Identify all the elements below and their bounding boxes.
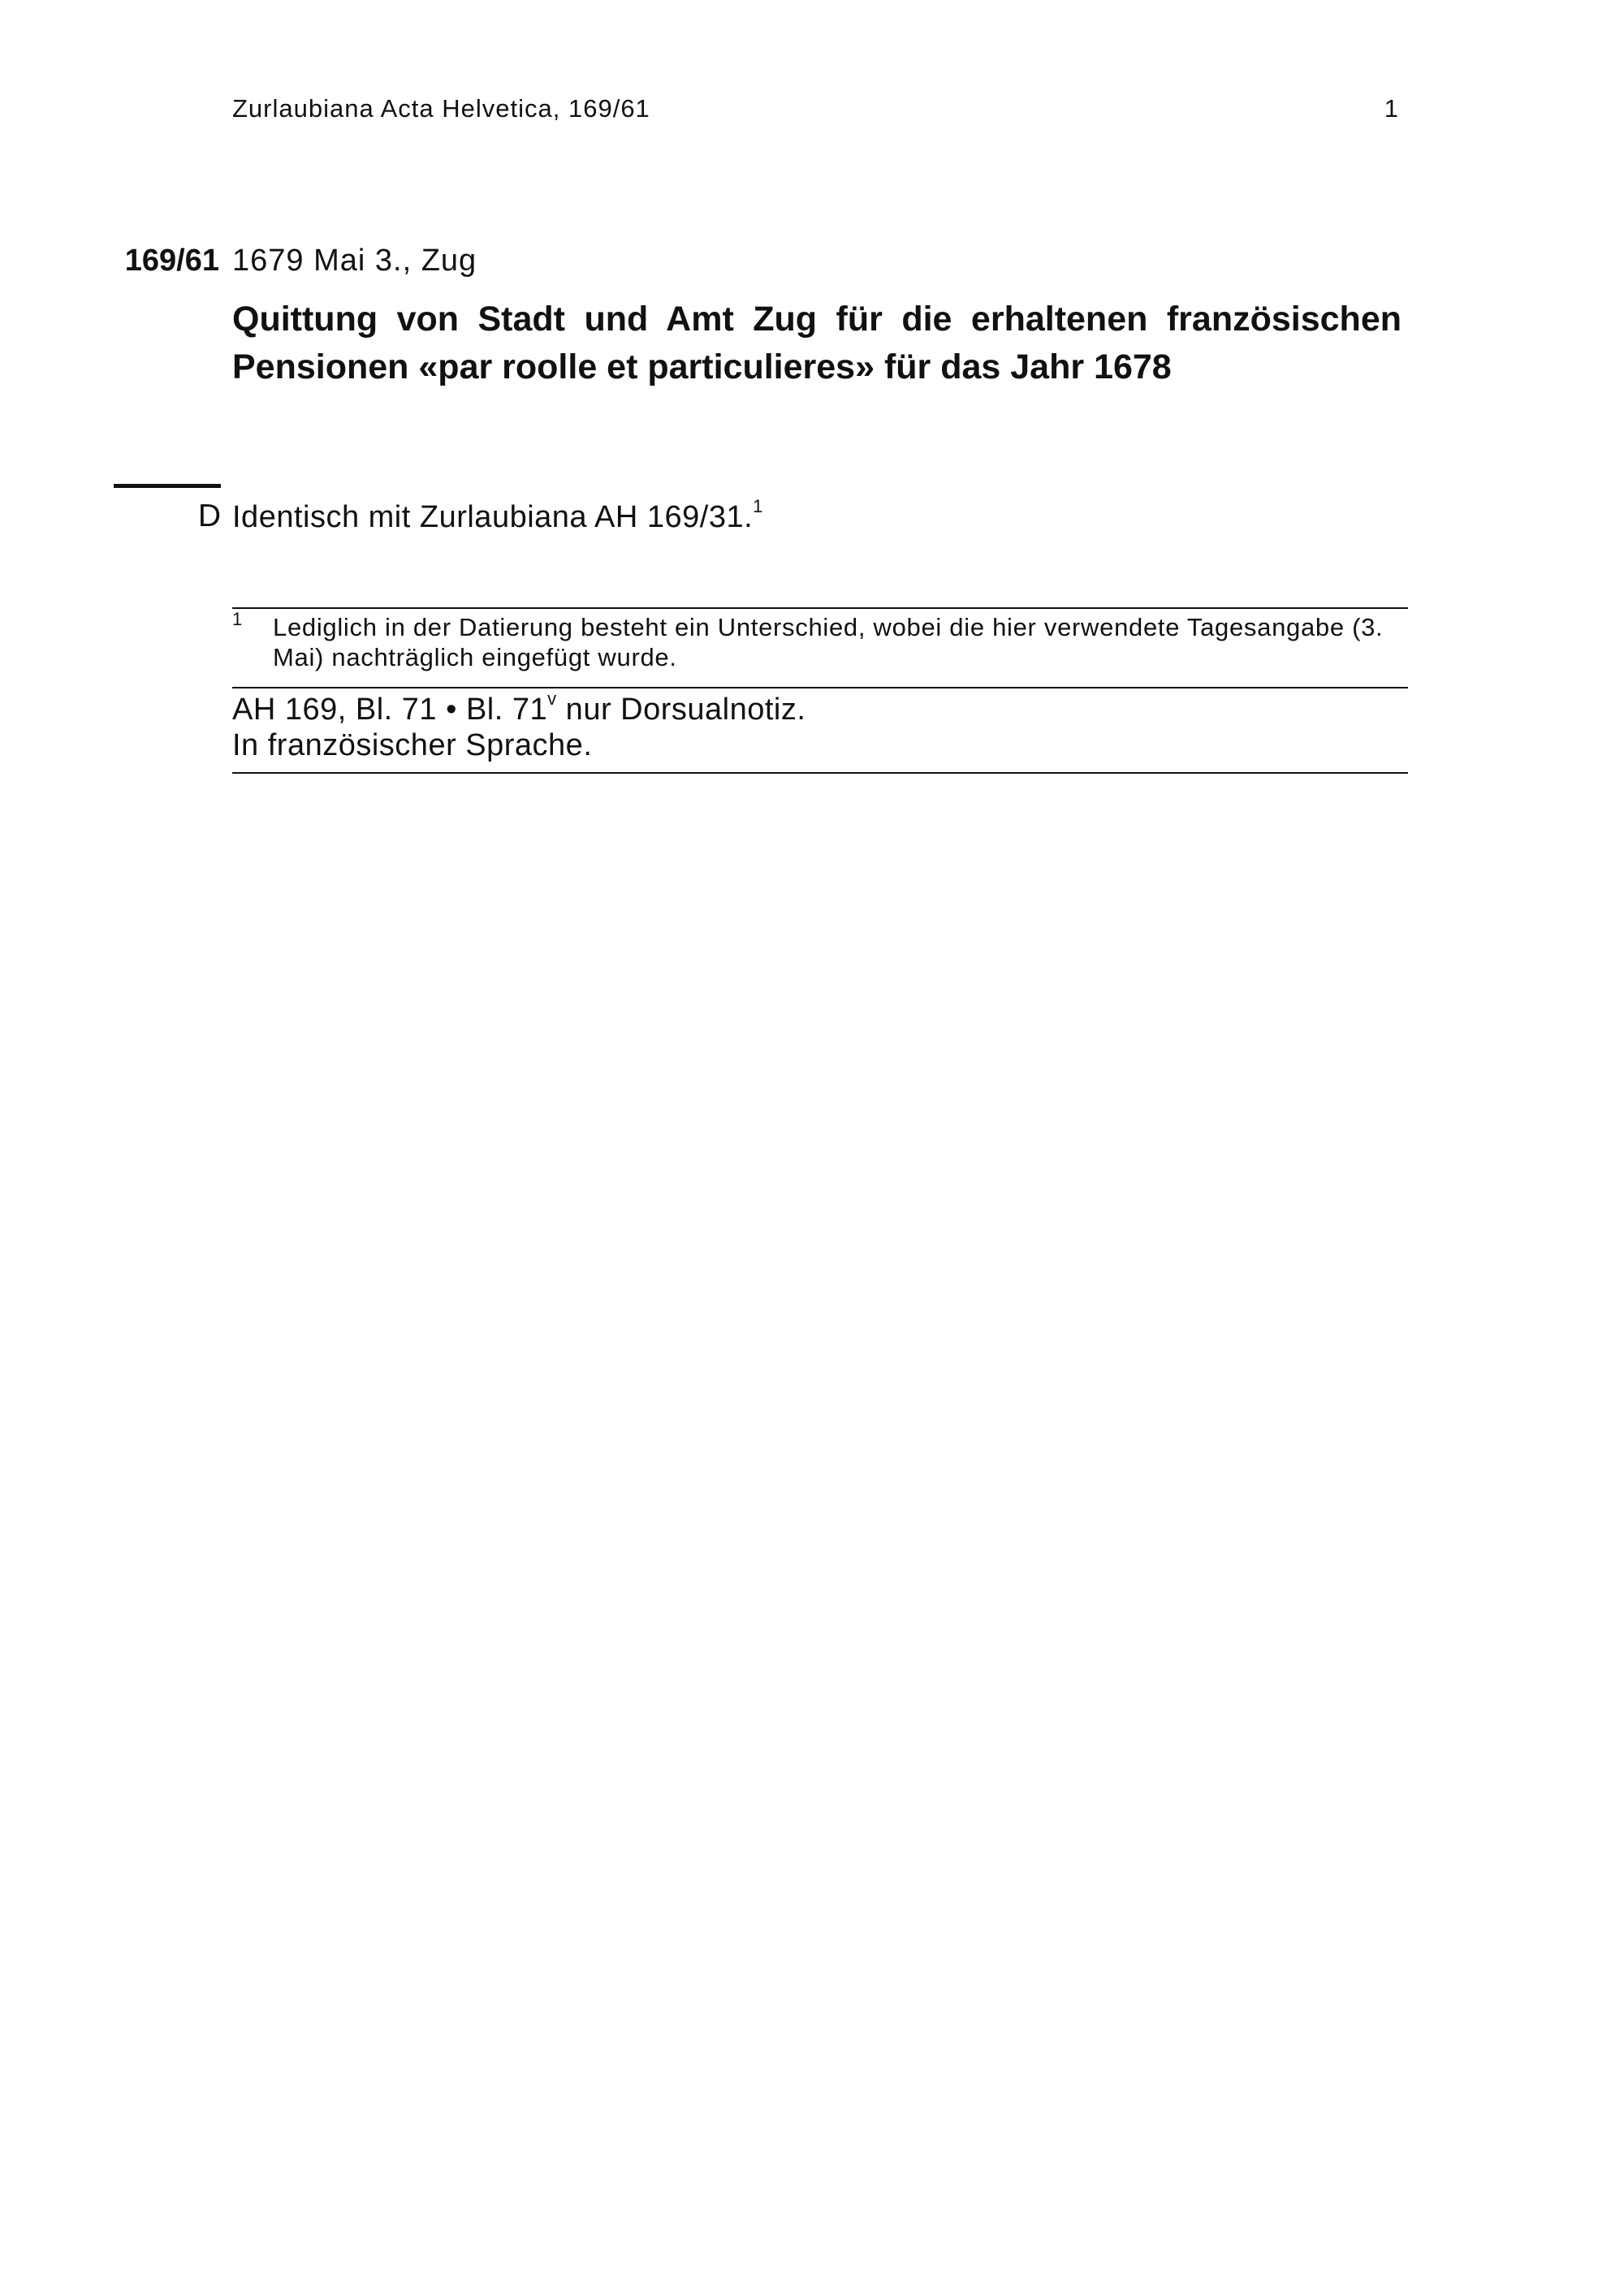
footnote-top-rule (232, 607, 1408, 609)
source-top-rule (232, 687, 1408, 688)
footnote-mark: 1 (232, 609, 243, 629)
footnote-text: Lediglich in der Datierung besteht ein Unterschied, wobei die hier verwendete Tagesangabe (3. Mai) nachträglich eingefügt wurde. (273, 613, 1384, 671)
document-date-place: 1679 Mai 3., Zug (232, 244, 477, 278)
document-title: Quittung von Stadt und Amt Zug für die erhaltenen französischen Pensionen «par roolle et particulieres» für das Jahr 1678 (232, 300, 1402, 386)
witness-text: Identisch mit Zurlaubiana AH 169/31. (232, 500, 754, 534)
source-note: nur Dorsualnotiz. (556, 693, 806, 727)
document-number: 169/61 (124, 244, 219, 278)
verso-mark: v (547, 688, 557, 709)
source-folio: AH 169, Bl. 71 • Bl. 71 (232, 693, 548, 727)
source-location (232, 688, 806, 727)
source-language: In französischer Sprache. (232, 728, 593, 762)
running-head: Zurlaubiana Acta Helvetica, 169/61 (232, 94, 650, 123)
siglum-rule (114, 484, 221, 488)
footnote-reference[interactable]: 1 (753, 496, 763, 516)
witness-siglum: D (197, 498, 221, 533)
source-block (232, 688, 806, 763)
source-bottom-rule (232, 772, 1408, 774)
page-number: 1 (1384, 94, 1398, 123)
witness-description (232, 496, 763, 535)
